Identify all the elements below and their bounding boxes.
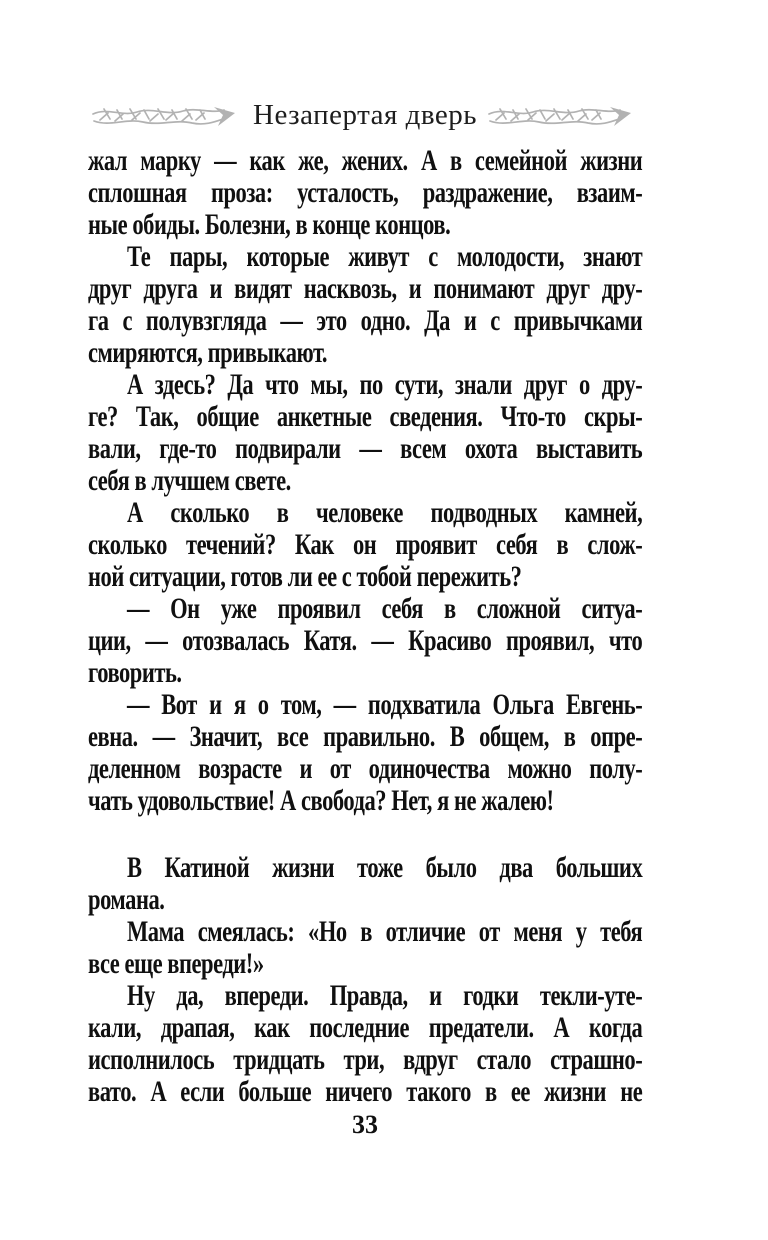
text-line: сплошная проза: усталость, раздражение, взаим- (88, 176, 643, 209)
text-line: кали, драпая, как последние предатели. А когда (88, 1011, 643, 1044)
text-line: себя в лучшем свете. (88, 464, 291, 497)
text-line: ные обиды. Болезни, в конце концов. (88, 208, 451, 241)
page-text (88, 145, 642, 1108)
paragraph (88, 980, 642, 1108)
text-line: романа. (88, 883, 165, 916)
paragraph (88, 145, 642, 241)
text-line: ной ситуации, готов ли ее с тобой пережить? (88, 560, 522, 593)
paragraph-spacer (88, 817, 642, 852)
paragraph (88, 689, 642, 817)
text-line: Мама смеялась: «Но в отличие от меня у тебя (127, 915, 643, 948)
text-line: ге? Так, общие анкетные сведения. Что-то скры- (88, 400, 643, 433)
paragraph (88, 852, 642, 916)
text-line: В Катиной жизни тоже было два больших (127, 851, 643, 884)
floral-garland-ornament-icon (486, 101, 634, 131)
text-line: — Вот и я о том, — подхватила Ольга Евгень- (127, 688, 643, 721)
paragraph (88, 497, 642, 593)
text-line: жал марку — как же, жених. А в семейной жизни (88, 144, 643, 177)
running-header-title: Незапертая дверь (253, 99, 477, 131)
text-line: Ну да, впереди. Правда, и годки текли-уте- (127, 979, 643, 1012)
text-line: евна. — Значит, все правильно. В общем, в опре- (88, 720, 643, 753)
text-line: А здесь? Да что мы, по сути, знали друг о дру- (127, 368, 643, 401)
text-line: деленном возрасте и от одиночества можно полу- (88, 752, 643, 785)
page-number: 33 (352, 1110, 378, 1139)
text-line: чать удовольствие! А свобода? Нет, я не жалею! (88, 784, 554, 817)
text-line: говорить. (88, 656, 182, 689)
text-line: ции, — отозвалась Катя. — Красиво проявил, что (88, 624, 643, 657)
paragraph (88, 241, 642, 369)
paragraph (88, 593, 642, 689)
text-line: Те пары, которые живут с молодости, знают (127, 240, 643, 273)
text-line: — Он уже проявил себя в сложной ситуа- (127, 592, 643, 625)
text-line: исполнилось тридцать три, вдруг стало страшно- (88, 1043, 643, 1076)
text-line: га с полувзгляда — это одно. Да и с привычками (88, 304, 643, 337)
text-line: А сколько в человеке подводных камней, (127, 496, 643, 529)
text-line: вато. А если больше ничего такого в ее жизни не (88, 1075, 643, 1108)
text-line: смиряются, привыкают. (88, 336, 328, 369)
text-line: вали, где-то подвирали — всем охота выставить (88, 432, 643, 465)
text-line: все еще впереди!» (88, 947, 264, 980)
text-line: друг друга и видят насквозь, и понимают друг дру- (88, 272, 643, 305)
paragraph (88, 369, 642, 497)
paragraph (88, 916, 642, 980)
text-line: сколько течений? Как он проявит себя в слож- (88, 528, 643, 561)
